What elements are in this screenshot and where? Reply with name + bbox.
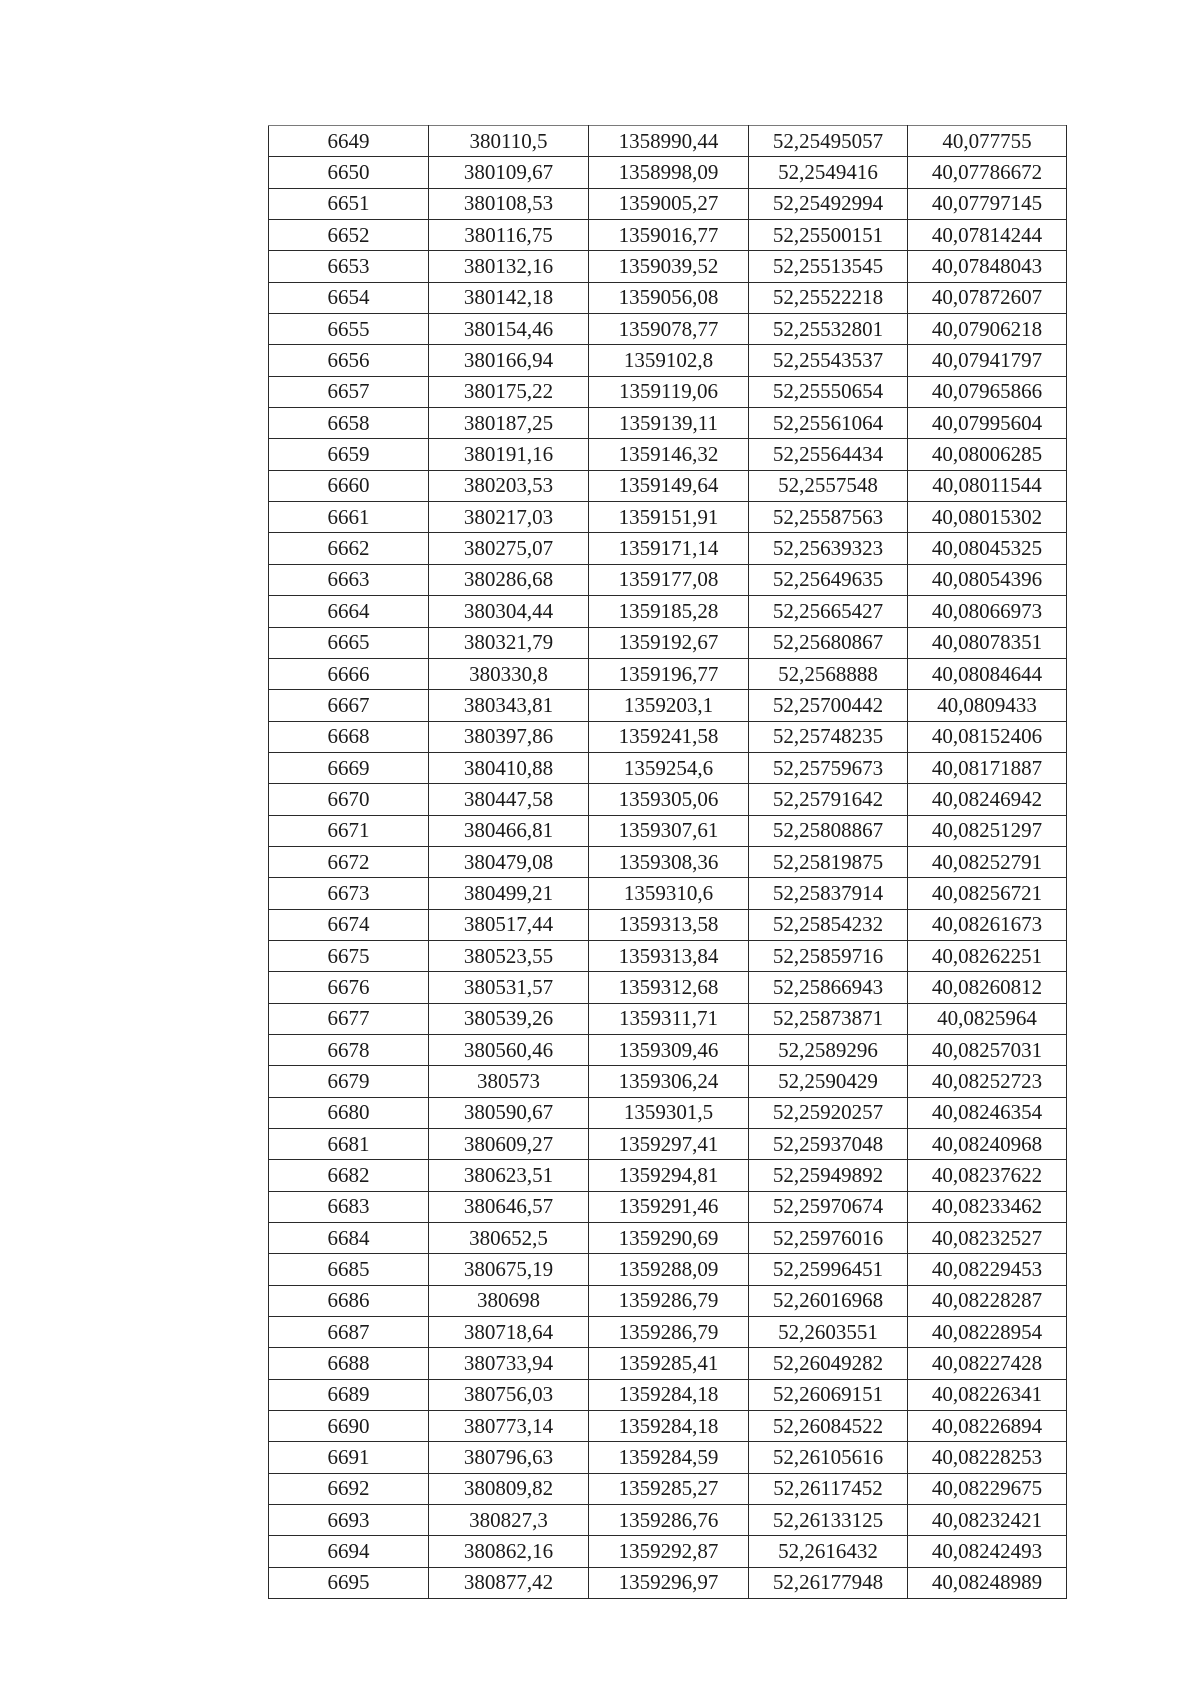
latitude-cell: 52,25587563: [749, 502, 908, 533]
x-coordinate-cell: 380175,22: [429, 376, 589, 407]
longitude-cell: 40,08262251: [908, 940, 1067, 971]
table-row: [269, 439, 1067, 470]
point-number-cell: 6663: [269, 564, 429, 595]
x-coordinate-cell: 380447,58: [429, 784, 589, 815]
latitude-cell: 52,26016968: [749, 1285, 908, 1316]
x-coordinate-cell: 380397,86: [429, 721, 589, 752]
y-coordinate-cell: 1359301,5: [589, 1097, 749, 1128]
point-number-cell: 6694: [269, 1536, 429, 1567]
latitude-cell: 52,25791642: [749, 784, 908, 815]
table-row: [269, 1254, 1067, 1285]
y-coordinate-cell: 1358998,09: [589, 157, 749, 188]
latitude-cell: 52,25920257: [749, 1097, 908, 1128]
x-coordinate-cell: 380756,03: [429, 1379, 589, 1410]
x-coordinate-cell: 380862,16: [429, 1536, 589, 1567]
table-row: [269, 282, 1067, 313]
x-coordinate-cell: 380523,55: [429, 940, 589, 971]
table-row: [269, 1317, 1067, 1348]
longitude-cell: 40,08260812: [908, 972, 1067, 1003]
table-row: [269, 658, 1067, 689]
y-coordinate-cell: 1359016,77: [589, 220, 749, 251]
table-row: [269, 220, 1067, 251]
latitude-cell: 52,25854232: [749, 909, 908, 940]
longitude-cell: 40,08226341: [908, 1379, 1067, 1410]
latitude-cell: 52,25937048: [749, 1129, 908, 1160]
longitude-cell: 40,07995604: [908, 408, 1067, 439]
y-coordinate-cell: 1359284,59: [589, 1442, 749, 1473]
latitude-cell: 52,25873871: [749, 1003, 908, 1034]
table-row: [269, 815, 1067, 846]
point-number-cell: 6688: [269, 1348, 429, 1379]
longitude-cell: 40,08226894: [908, 1411, 1067, 1442]
x-coordinate-cell: 380796,63: [429, 1442, 589, 1473]
point-number-cell: 6666: [269, 658, 429, 689]
point-number-cell: 6685: [269, 1254, 429, 1285]
latitude-cell: 52,25513545: [749, 251, 908, 282]
latitude-cell: 52,26105616: [749, 1442, 908, 1473]
x-coordinate-cell: 380217,03: [429, 502, 589, 533]
point-number-cell: 6662: [269, 533, 429, 564]
longitude-cell: 40,08232527: [908, 1223, 1067, 1254]
latitude-cell: 52,26069151: [749, 1379, 908, 1410]
point-number-cell: 6652: [269, 220, 429, 251]
table-row: [269, 1285, 1067, 1316]
table-row: [269, 564, 1067, 595]
y-coordinate-cell: 1359177,08: [589, 564, 749, 595]
x-coordinate-cell: 380116,75: [429, 220, 589, 251]
x-coordinate-cell: 380773,14: [429, 1411, 589, 1442]
longitude-cell: 40,08242493: [908, 1536, 1067, 1567]
x-coordinate-cell: 380479,08: [429, 846, 589, 877]
latitude-cell: 52,26049282: [749, 1348, 908, 1379]
point-number-cell: 6680: [269, 1097, 429, 1128]
longitude-cell: 40,08066973: [908, 596, 1067, 627]
table-row: [269, 972, 1067, 1003]
point-number-cell: 6683: [269, 1191, 429, 1222]
longitude-cell: 40,08256721: [908, 878, 1067, 909]
latitude-cell: 52,25543537: [749, 345, 908, 376]
longitude-cell: 40,07872607: [908, 282, 1067, 313]
latitude-cell: 52,2590429: [749, 1066, 908, 1097]
longitude-cell: 40,07965866: [908, 376, 1067, 407]
point-number-cell: 6656: [269, 345, 429, 376]
latitude-cell: 52,25976016: [749, 1223, 908, 1254]
table-row: [269, 1191, 1067, 1222]
point-number-cell: 6676: [269, 972, 429, 1003]
x-coordinate-cell: 380166,94: [429, 345, 589, 376]
longitude-cell: 40,08084644: [908, 658, 1067, 689]
y-coordinate-cell: 1359310,6: [589, 878, 749, 909]
table-row: [269, 846, 1067, 877]
y-coordinate-cell: 1359056,08: [589, 282, 749, 313]
coordinates-table: [268, 125, 1067, 1599]
table-row: [269, 1348, 1067, 1379]
latitude-cell: 52,25639323: [749, 533, 908, 564]
table-row: [269, 878, 1067, 909]
latitude-cell: 52,25970674: [749, 1191, 908, 1222]
point-number-cell: 6678: [269, 1034, 429, 1065]
longitude-cell: 40,08054396: [908, 564, 1067, 595]
x-coordinate-cell: 380517,44: [429, 909, 589, 940]
longitude-cell: 40,08227428: [908, 1348, 1067, 1379]
longitude-cell: 40,07941797: [908, 345, 1067, 376]
x-coordinate-cell: 380330,8: [429, 658, 589, 689]
longitude-cell: 40,08228954: [908, 1317, 1067, 1348]
y-coordinate-cell: 1359284,18: [589, 1411, 749, 1442]
longitude-cell: 40,077755: [908, 126, 1067, 157]
y-coordinate-cell: 1359294,81: [589, 1160, 749, 1191]
table-row: [269, 1129, 1067, 1160]
point-number-cell: 6692: [269, 1473, 429, 1504]
y-coordinate-cell: 1359149,64: [589, 470, 749, 501]
y-coordinate-cell: 1359313,84: [589, 940, 749, 971]
table-row: [269, 1442, 1067, 1473]
y-coordinate-cell: 1359102,8: [589, 345, 749, 376]
table-row: [269, 752, 1067, 783]
table-row: [269, 627, 1067, 658]
longitude-cell: 40,08237622: [908, 1160, 1067, 1191]
longitude-cell: 40,08045325: [908, 533, 1067, 564]
latitude-cell: 52,25550654: [749, 376, 908, 407]
longitude-cell: 40,08261673: [908, 909, 1067, 940]
y-coordinate-cell: 1359292,87: [589, 1536, 749, 1567]
y-coordinate-cell: 1359288,09: [589, 1254, 749, 1285]
longitude-cell: 40,08246354: [908, 1097, 1067, 1128]
table-row: [269, 1160, 1067, 1191]
y-coordinate-cell: 1359254,6: [589, 752, 749, 783]
x-coordinate-cell: 380187,25: [429, 408, 589, 439]
point-number-cell: 6659: [269, 439, 429, 470]
point-number-cell: 6672: [269, 846, 429, 877]
table-row: [269, 1411, 1067, 1442]
longitude-cell: 40,08171887: [908, 752, 1067, 783]
point-number-cell: 6695: [269, 1567, 429, 1598]
point-number-cell: 6664: [269, 596, 429, 627]
longitude-cell: 40,08251297: [908, 815, 1067, 846]
longitude-cell: 40,08240968: [908, 1129, 1067, 1160]
table-row: [269, 1034, 1067, 1065]
x-coordinate-cell: 380286,68: [429, 564, 589, 595]
coordinates-table-body: [269, 126, 1067, 1599]
latitude-cell: 52,26117452: [749, 1473, 908, 1504]
longitude-cell: 40,08252791: [908, 846, 1067, 877]
point-number-cell: 6681: [269, 1129, 429, 1160]
x-coordinate-cell: 380109,67: [429, 157, 589, 188]
point-number-cell: 6679: [269, 1066, 429, 1097]
longitude-cell: 40,08257031: [908, 1034, 1067, 1065]
y-coordinate-cell: 1359296,97: [589, 1567, 749, 1598]
table-row: [269, 251, 1067, 282]
x-coordinate-cell: 380321,79: [429, 627, 589, 658]
table-row: [269, 690, 1067, 721]
longitude-cell: 40,08248989: [908, 1567, 1067, 1598]
latitude-cell: 52,25759673: [749, 752, 908, 783]
x-coordinate-cell: 380698: [429, 1285, 589, 1316]
latitude-cell: 52,25748235: [749, 721, 908, 752]
latitude-cell: 52,25532801: [749, 314, 908, 345]
point-number-cell: 6687: [269, 1317, 429, 1348]
longitude-cell: 40,08006285: [908, 439, 1067, 470]
longitude-cell: 40,07848043: [908, 251, 1067, 282]
x-coordinate-cell: 380304,44: [429, 596, 589, 627]
y-coordinate-cell: 1359286,79: [589, 1317, 749, 1348]
x-coordinate-cell: 380343,81: [429, 690, 589, 721]
latitude-cell: 52,25649635: [749, 564, 908, 595]
x-coordinate-cell: 380623,51: [429, 1160, 589, 1191]
latitude-cell: 52,2616432: [749, 1536, 908, 1567]
x-coordinate-cell: 380203,53: [429, 470, 589, 501]
latitude-cell: 52,25859716: [749, 940, 908, 971]
x-coordinate-cell: 380539,26: [429, 1003, 589, 1034]
longitude-cell: 40,07906218: [908, 314, 1067, 345]
y-coordinate-cell: 1359171,14: [589, 533, 749, 564]
longitude-cell: 40,08229675: [908, 1473, 1067, 1504]
longitude-cell: 40,08078351: [908, 627, 1067, 658]
x-coordinate-cell: 380590,67: [429, 1097, 589, 1128]
table-row: [269, 1379, 1067, 1410]
latitude-cell: 52,2568888: [749, 658, 908, 689]
table-row: [269, 1536, 1067, 1567]
y-coordinate-cell: 1359307,61: [589, 815, 749, 846]
latitude-cell: 52,25819875: [749, 846, 908, 877]
point-number-cell: 6654: [269, 282, 429, 313]
point-number-cell: 6674: [269, 909, 429, 940]
longitude-cell: 40,08228253: [908, 1442, 1067, 1473]
longitude-cell: 40,08229453: [908, 1254, 1067, 1285]
table-row: [269, 596, 1067, 627]
point-number-cell: 6675: [269, 940, 429, 971]
point-number-cell: 6667: [269, 690, 429, 721]
y-coordinate-cell: 1359284,18: [589, 1379, 749, 1410]
table-row: [269, 470, 1067, 501]
latitude-cell: 52,2549416: [749, 157, 908, 188]
longitude-cell: 40,07814244: [908, 220, 1067, 251]
point-number-cell: 6661: [269, 502, 429, 533]
y-coordinate-cell: 1359313,58: [589, 909, 749, 940]
point-number-cell: 6677: [269, 1003, 429, 1034]
y-coordinate-cell: 1358990,44: [589, 126, 749, 157]
longitude-cell: 40,08232421: [908, 1505, 1067, 1536]
x-coordinate-cell: 380142,18: [429, 282, 589, 313]
table-row: [269, 408, 1067, 439]
latitude-cell: 52,25700442: [749, 690, 908, 721]
y-coordinate-cell: 1359309,46: [589, 1034, 749, 1065]
x-coordinate-cell: 380108,53: [429, 188, 589, 219]
latitude-cell: 52,25866943: [749, 972, 908, 1003]
x-coordinate-cell: 380652,5: [429, 1223, 589, 1254]
y-coordinate-cell: 1359192,67: [589, 627, 749, 658]
latitude-cell: 52,25564434: [749, 439, 908, 470]
point-number-cell: 6673: [269, 878, 429, 909]
table-row: [269, 784, 1067, 815]
point-number-cell: 6670: [269, 784, 429, 815]
x-coordinate-cell: 380733,94: [429, 1348, 589, 1379]
table-row: [269, 314, 1067, 345]
y-coordinate-cell: 1359039,52: [589, 251, 749, 282]
table-row: [269, 502, 1067, 533]
latitude-cell: 52,25949892: [749, 1160, 908, 1191]
latitude-cell: 52,25837914: [749, 878, 908, 909]
y-coordinate-cell: 1359308,36: [589, 846, 749, 877]
x-coordinate-cell: 380827,3: [429, 1505, 589, 1536]
y-coordinate-cell: 1359151,91: [589, 502, 749, 533]
y-coordinate-cell: 1359196,77: [589, 658, 749, 689]
table-row: [269, 345, 1067, 376]
y-coordinate-cell: 1359285,27: [589, 1473, 749, 1504]
y-coordinate-cell: 1359305,06: [589, 784, 749, 815]
latitude-cell: 52,2589296: [749, 1034, 908, 1065]
y-coordinate-cell: 1359146,32: [589, 439, 749, 470]
x-coordinate-cell: 380531,57: [429, 972, 589, 1003]
y-coordinate-cell: 1359291,46: [589, 1191, 749, 1222]
x-coordinate-cell: 380132,16: [429, 251, 589, 282]
table-row: [269, 188, 1067, 219]
longitude-cell: 40,08252723: [908, 1066, 1067, 1097]
x-coordinate-cell: 380718,64: [429, 1317, 589, 1348]
table-row: [269, 1505, 1067, 1536]
latitude-cell: 52,25522218: [749, 282, 908, 313]
x-coordinate-cell: 380675,19: [429, 1254, 589, 1285]
longitude-cell: 40,0825964: [908, 1003, 1067, 1034]
point-number-cell: 6671: [269, 815, 429, 846]
table-row: [269, 533, 1067, 564]
y-coordinate-cell: 1359119,06: [589, 376, 749, 407]
y-coordinate-cell: 1359290,69: [589, 1223, 749, 1254]
x-coordinate-cell: 380110,5: [429, 126, 589, 157]
longitude-cell: 40,08228287: [908, 1285, 1067, 1316]
point-number-cell: 6655: [269, 314, 429, 345]
x-coordinate-cell: 380275,07: [429, 533, 589, 564]
longitude-cell: 40,08011544: [908, 470, 1067, 501]
table-row: [269, 940, 1067, 971]
point-number-cell: 6689: [269, 1379, 429, 1410]
latitude-cell: 52,25495057: [749, 126, 908, 157]
table-row: [269, 1097, 1067, 1128]
y-coordinate-cell: 1359203,1: [589, 690, 749, 721]
y-coordinate-cell: 1359286,79: [589, 1285, 749, 1316]
table-row: [269, 909, 1067, 940]
table-row: [269, 376, 1067, 407]
latitude-cell: 52,2603551: [749, 1317, 908, 1348]
y-coordinate-cell: 1359312,68: [589, 972, 749, 1003]
y-coordinate-cell: 1359139,11: [589, 408, 749, 439]
latitude-cell: 52,25680867: [749, 627, 908, 658]
x-coordinate-cell: 380560,46: [429, 1034, 589, 1065]
latitude-cell: 52,26177948: [749, 1567, 908, 1598]
y-coordinate-cell: 1359185,28: [589, 596, 749, 627]
longitude-cell: 40,08015302: [908, 502, 1067, 533]
table-row: [269, 126, 1067, 157]
latitude-cell: 52,26133125: [749, 1505, 908, 1536]
table-row: [269, 157, 1067, 188]
x-coordinate-cell: 380191,16: [429, 439, 589, 470]
point-number-cell: 6682: [269, 1160, 429, 1191]
x-coordinate-cell: 380809,82: [429, 1473, 589, 1504]
x-coordinate-cell: 380466,81: [429, 815, 589, 846]
x-coordinate-cell: 380410,88: [429, 752, 589, 783]
point-number-cell: 6668: [269, 721, 429, 752]
table-row: [269, 1473, 1067, 1504]
latitude-cell: 52,26084522: [749, 1411, 908, 1442]
table-row: [269, 1003, 1067, 1034]
x-coordinate-cell: 380499,21: [429, 878, 589, 909]
table-row: [269, 1066, 1067, 1097]
point-number-cell: 6649: [269, 126, 429, 157]
table-row: [269, 721, 1067, 752]
longitude-cell: 40,08246942: [908, 784, 1067, 815]
latitude-cell: 52,25996451: [749, 1254, 908, 1285]
point-number-cell: 6665: [269, 627, 429, 658]
point-number-cell: 6693: [269, 1505, 429, 1536]
x-coordinate-cell: 380573: [429, 1066, 589, 1097]
y-coordinate-cell: 1359297,41: [589, 1129, 749, 1160]
y-coordinate-cell: 1359241,58: [589, 721, 749, 752]
y-coordinate-cell: 1359306,24: [589, 1066, 749, 1097]
y-coordinate-cell: 1359286,76: [589, 1505, 749, 1536]
point-number-cell: 6657: [269, 376, 429, 407]
point-number-cell: 6686: [269, 1285, 429, 1316]
latitude-cell: 52,25665427: [749, 596, 908, 627]
y-coordinate-cell: 1359285,41: [589, 1348, 749, 1379]
latitude-cell: 52,25561064: [749, 408, 908, 439]
longitude-cell: 40,08152406: [908, 721, 1067, 752]
point-number-cell: 6650: [269, 157, 429, 188]
y-coordinate-cell: 1359005,27: [589, 188, 749, 219]
point-number-cell: 6684: [269, 1223, 429, 1254]
latitude-cell: 52,25500151: [749, 220, 908, 251]
x-coordinate-cell: 380609,27: [429, 1129, 589, 1160]
x-coordinate-cell: 380154,46: [429, 314, 589, 345]
longitude-cell: 40,0809433: [908, 690, 1067, 721]
latitude-cell: 52,25492994: [749, 188, 908, 219]
point-number-cell: 6669: [269, 752, 429, 783]
point-number-cell: 6653: [269, 251, 429, 282]
x-coordinate-cell: 380646,57: [429, 1191, 589, 1222]
point-number-cell: 6691: [269, 1442, 429, 1473]
table-row: [269, 1223, 1067, 1254]
longitude-cell: 40,07786672: [908, 157, 1067, 188]
y-coordinate-cell: 1359311,71: [589, 1003, 749, 1034]
point-number-cell: 6660: [269, 470, 429, 501]
point-number-cell: 6658: [269, 408, 429, 439]
point-number-cell: 6651: [269, 188, 429, 219]
point-number-cell: 6690: [269, 1411, 429, 1442]
longitude-cell: 40,07797145: [908, 188, 1067, 219]
latitude-cell: 52,25808867: [749, 815, 908, 846]
longitude-cell: 40,08233462: [908, 1191, 1067, 1222]
latitude-cell: 52,2557548: [749, 470, 908, 501]
y-coordinate-cell: 1359078,77: [589, 314, 749, 345]
x-coordinate-cell: 380877,42: [429, 1567, 589, 1598]
table-row: [269, 1567, 1067, 1598]
